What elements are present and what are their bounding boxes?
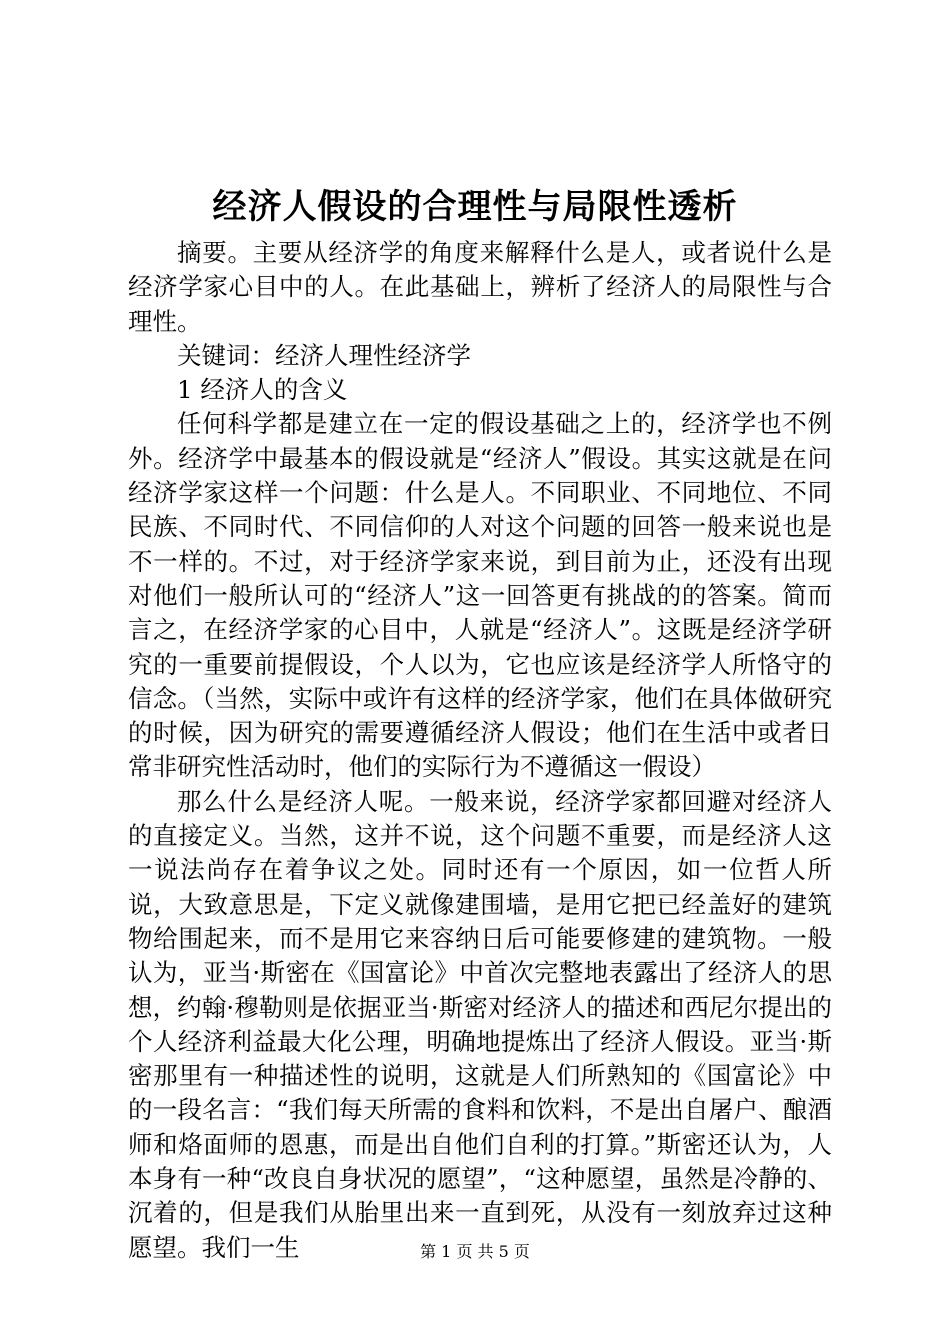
keywords-line: 关键词：经济人理性经济学 — [177, 340, 471, 370]
document-title: 经济人假设的合理性与局限性透析 — [212, 187, 738, 227]
body-paragraph-1: 任何科学都是建立在一定的假设基础之上的，经济学也不例外。经济学中最基本的假设就是“经济人”假设。其实这就是在问经济学家这样一个问题：什么是人。不同职业、不同地位、不同民族、不同时代、不同信仰的人对这个问题的回答一般来说也是不一样的。不过，对于经济学家来说，到目前为止，还没有出现对他们一般所认可的“经济人”这一回答更有挑战的的答案。简而言之，在经济学家的心目中，人就是“经济人”。这既是经济学研究的一重要前提假设，个人以为，它也应该是经济学人所恪守的信念。（当然，实际中或许有这样的经济学家，他们在具体做研究的时候，因为研究的需要遵循经济人假设；他们在生活中或者日常非研究性活动时，他们的实际行为不遵循这一假设） — [128, 409, 832, 782]
page-footer: 第 1 页 共 5 页 — [420, 1242, 530, 1261]
section-heading: 1 经济人的含义 — [177, 375, 348, 405]
document-body — [128, 236, 832, 1265]
abstract-paragraph: 摘要。主要从经济学的角度来解释什么是人，或者说什么是经济学家心目中的人。在此基础上，辨析了经济人的局限性与合理性。 — [128, 238, 832, 336]
body-paragraph-2: 那么什么是经济人呢。一般来说，经济学家都回避对经济人的直接定义。当然，这并不说，这个问题不重要，而是经济人这一说法尚存在着争议之处。同时还有一个原因，如一位哲人所说，大致意思是，下定义就像建围墙，是用它把已经盖好的建筑物给围起来，而不是用它来容纳日后可能要修建的建筑物。一般认为，亚当·斯密在《国富论》中首次完整地表露出了经济人的思想，约翰·穆勒则是依据亚当·斯密对经济人的描述和西尼尔提出的个人经济利益最大化公理，明确地提炼出了经济人假设。亚当·斯密那里有一种描述性的说明，这就是人们所熟知的《国富论》中的一段名言：“我们每天所需的食料和饮料，不是出自屠户、酿酒师和烙面师的恩惠，而是出自他们自利的打算。”斯密还认为，人本身有一种“改良自身状况的愿望”，“这种愿望，虽然是冷静的、沉着的，但是我们从胎里出来一直到死，从没有一刻放弃过这种愿望。我们一生 — [128, 786, 832, 1262]
